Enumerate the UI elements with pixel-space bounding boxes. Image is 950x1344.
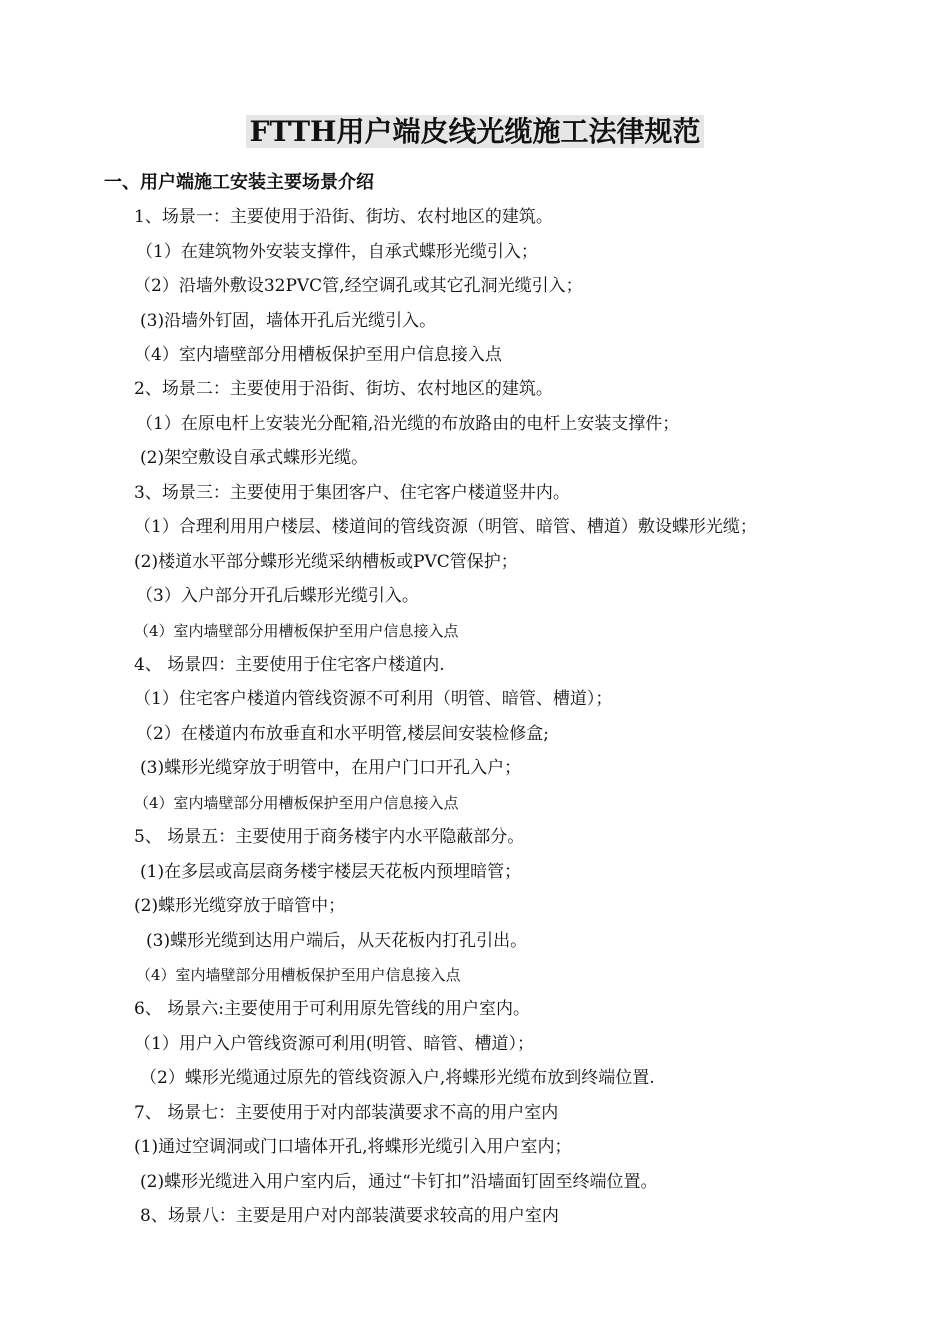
scenario-2-item-2: (2)架空敷设自承式蝶形光缆。 <box>140 448 369 468</box>
scenario-7-item-1: (1)通过空调洞或门口墙体开孔,将蝶形光缆引入用户室内； <box>134 1137 572 1157</box>
scenario-7-item-2: (2)蝶形光缆进入用户室内后，通过“卡钉扣”沿墙面钉固至终端位置。 <box>140 1172 658 1192</box>
scenario-1-item-1: （1）在建筑物外安装支撑件，自承式蝶形光缆引入； <box>136 242 538 262</box>
scenario-7-heading: 7、 场景七：主要使用于对内部装潢要求不高的用户室内 <box>134 1103 559 1123</box>
scenario-5-item-4: （4）室内墙壁部分用槽板保护至用户信息接入点 <box>136 966 461 984</box>
document-title-text: FTTH用户端皮线光缆施工法律规范 <box>246 115 703 148</box>
scenario-3-item-4: （4）室内墙壁部分用槽板保护至用户信息接入点 <box>134 622 459 640</box>
scenario-3-item-2: (2)楼道水平部分蝶形光缆采纳槽板或PVC管保护； <box>134 552 518 572</box>
scenario-6-heading: 6、 场景六:主要使用于可利用原先管线的用户室内。 <box>134 999 530 1019</box>
scenario-3-item-3: （3）入户部分开孔后蝶形光缆引入。 <box>136 586 419 606</box>
scenario-4-item-2: （2）在楼道内布放垂直和水平明管,楼层间安装检修盒; <box>136 724 549 744</box>
document-title <box>0 112 950 152</box>
scenario-1-item-2: （2）沿墙外敷设32PVC管,经空调孔或其它孔洞光缆引入； <box>134 276 583 296</box>
scenario-5-item-3: (3)蝶形光缆到达用户端后，从天花板内打孔引出。 <box>146 931 528 951</box>
scenario-4-heading: 4、 场景四：主要使用于住宅客户楼道内. <box>134 655 445 675</box>
scenario-3-item-1: （1）合理利用用户楼层、楼道间的管线资源（明管、暗管、槽道）敷设蝶形光缆； <box>134 517 757 537</box>
scenario-5-heading: 5、 场景五：主要使用于商务楼宇内水平隐蔽部分。 <box>134 827 525 847</box>
section-heading: 一、用户端施工安装主要场景介绍 <box>104 172 374 193</box>
scenario-2-item-1: （1）在原电杆上安装光分配箱,沿光缆的布放路由的电杆上安装支撑件； <box>136 414 680 434</box>
scenario-8-heading: 8、场景八：主要是用户对内部装潢要求较高的用户室内 <box>140 1206 559 1226</box>
scenario-1-item-3: (3)沿墙外钉固，墙体开孔后光缆引入。 <box>140 311 437 331</box>
scenario-1-heading: 1、场景一：主要使用于沿街、街坊、农村地区的建筑。 <box>134 207 553 227</box>
scenario-2-heading: 2、场景二：主要使用于沿街、街坊、农村地区的建筑。 <box>134 379 553 399</box>
scenario-4-item-4: （4）室内墙壁部分用槽板保护至用户信息接入点 <box>134 794 459 812</box>
scenario-6-item-2: （2）蝶形光缆通过原先的管线资源入户,将蝶形光缆布放到终端位置. <box>140 1068 655 1088</box>
scenario-6-item-1: （1）用户入户管线资源可利用(明管、暗管、槽道）； <box>134 1034 534 1054</box>
scenario-4-item-3: (3)蝶形光缆穿放于明管中，在用户门口开孔入户； <box>140 758 522 778</box>
scenario-3-heading: 3、场景三：主要使用于集团客户、住宅客户楼道竖井内。 <box>134 483 570 503</box>
scenario-4-item-1: （1）住宅客户楼道内管线资源不可利用（明管、暗管、槽道）； <box>134 689 613 709</box>
scenario-5-item-1: (1)在多层或高层商务楼宇楼层天花板内预埋暗管； <box>140 862 522 882</box>
scenario-1-item-4: （4）室内墙壁部分用槽板保护至用户信息接入点 <box>134 345 502 365</box>
scenario-5-item-2: (2)蝶形光缆穿放于暗管中； <box>134 896 346 916</box>
